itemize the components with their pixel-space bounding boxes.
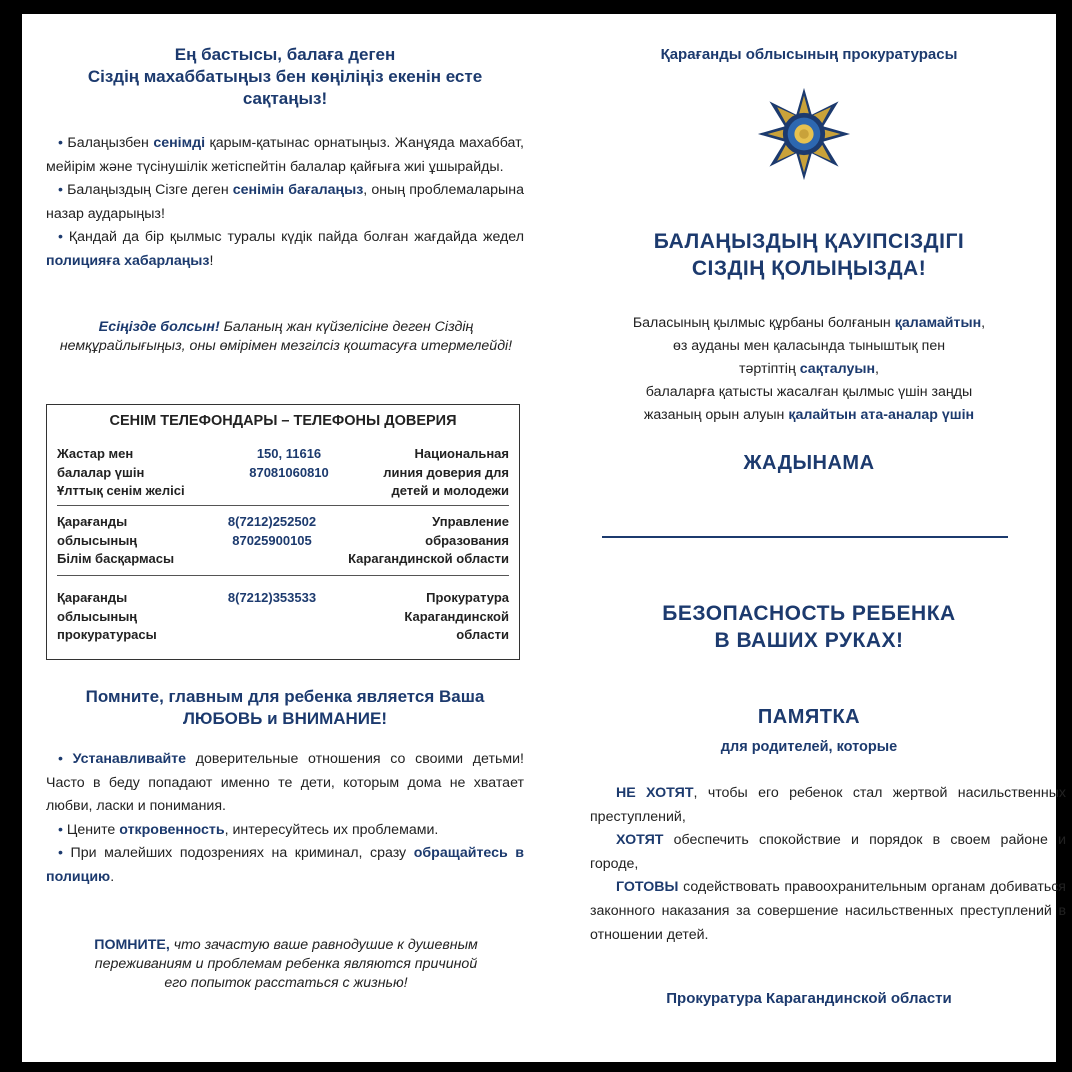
- row-divider: [57, 505, 509, 506]
- ru-bullet-2: • Цените откровенность, интересуйтесь их проблемами.: [58, 821, 439, 838]
- kz-bullet-3: • Қандай да бір қылмыс туралы күдік пайда болған жағдайда жедел полицияға хабарлаңыз!: [46, 229, 524, 269]
- section-divider: [602, 536, 1008, 538]
- leaflet-sheet: [22, 14, 1067, 1062]
- kz-intro-paragraph: Баласының қылмыс құрбаны болғанын қаламайтын, өз ауданы мен қаласында тыныштық пен тәртіптің сақталуын, балаларға қатысты жасалған қылмыс үшін заңды жазаның орын алуын қалайтын ата-аналар үшін: [632, 315, 986, 423]
- phone-number[interactable]: 8(7212)353533: [227, 590, 317, 605]
- ru-heading-line-1: Помните, главным для ребенка является Ваша: [85, 687, 485, 706]
- kz-remember-note: Есіңізде болсын! Баланың жан күйзелісіне деген Сіздің немқұрайлығыңыз, оны өмірімен мезгілсіз қоштасуға итермелейді!: [59, 319, 513, 354]
- ru-bullet-1: • Устанавливайте доверительные отношения со своими детьми! Часто в беду попадают именно те дети, которым дома не хватает любви, ласки и понимания.: [46, 751, 524, 815]
- org-top: Қарағанды облысының прокуратурасы: [660, 46, 958, 63]
- trust-phones-title: СЕНІМ ТЕЛЕФОНДАРЫ – ТЕЛЕФОНЫ ДОВЕРИЯ: [109, 413, 457, 429]
- kz-title: [570, 228, 1048, 282]
- ru-bullet-list: [46, 748, 524, 890]
- kz-heading-line-2: Сіздің махаббатыңыз бен көңіліңіз екенін есте: [87, 67, 483, 86]
- ru-memo-subtitle: для родителей, которые: [720, 739, 898, 755]
- kz-bullet-2: • Балаңыздың Сізге деген сенімін бағалаңыз, оның проблемаларына назар аударыңыз!: [46, 182, 524, 222]
- kz-memo-title: ЖАДЫНАМА: [743, 452, 875, 474]
- row-divider: [57, 575, 509, 576]
- phone-number[interactable]: 87025900105: [232, 532, 312, 548]
- kz-title-line-2: СІЗДІҢ ҚОЛЫҢЫЗДА!: [691, 257, 927, 280]
- ru-memo-item-1: НЕ ХОТЯТ, чтобы его ребенок стал жертвой насильственных преступлений,: [590, 785, 1067, 825]
- trust-phones-box: СЕНІМ ТЕЛЕФОНДАРЫ – ТЕЛЕФОНЫ ДОВЕРИЯ Жастар мен балалар үшін Ұлттық сенім желісі 150, 11616 87081060810 Национальная линия доверия для детей и молодежи Қарағанды облысының Білім басқармасы 8(7212)252502 87025900105 Управление образования Карагандинской области Қарағанды облысының прокуратурасы 8(7212)353533 Прокуратура Карагандинской области: [46, 404, 520, 660]
- ru-memo-title: ПАМЯТКА: [757, 706, 861, 728]
- ru-memo-item-2: ХОТЯТ обеспечить спокойствие и порядок в своем районе и городе,: [590, 832, 1066, 872]
- kz-heading-line-1: Ең бастысы, балаға деген: [174, 45, 396, 64]
- ru-bullet-3: • При малейших подозрениях на криминал, сразу обращайтесь в полицию.: [46, 845, 525, 885]
- ru-heading: [46, 686, 524, 730]
- kz-bullet-1: • Балаңызбен сенімді қарым-қатынас орнатыңыз. Жанұяда махаббат, мейірім және түсінушілік жетіспейтін балалар қайғыға жиі ұшырайды.: [46, 135, 524, 175]
- phone-number[interactable]: 87081060810: [249, 464, 329, 480]
- phone-number[interactable]: 150, 11616: [256, 446, 322, 461]
- ru-heading-line-2: ЛЮБОВЬ и ВНИМАНИЕ!: [183, 709, 387, 728]
- kz-heading: [46, 44, 524, 110]
- ru-memo-list: [590, 782, 1066, 947]
- org-bottom: Прокуратура Карагандинской области: [666, 990, 952, 1007]
- ru-title: [570, 600, 1048, 654]
- kz-heading-line-3: сақтаңыз!: [242, 89, 328, 108]
- phone-number[interactable]: 8(7212)252502: [227, 514, 317, 529]
- ru-title-line-2: В ВАШИХ РУКАХ!: [714, 629, 904, 652]
- kz-title-line-1: БАЛАҢЫЗДЫҢ ҚАУІПСІЗДІГІ: [653, 230, 965, 253]
- kz-bullet-list: [46, 132, 524, 274]
- ru-remember-note: ПОМНИТЕ, что зачастую ваше равнодушие к душевным переживаниям и проблемам ребенка являются причиной его попыток расстаться с жизнью!: [94, 937, 478, 991]
- ru-title-line-1: БЕЗОПАСНОСТЬ РЕБЕНКА: [662, 602, 956, 625]
- prosecutor-emblem-icon: [756, 86, 852, 182]
- ru-memo-item-3: ГОТОВЫ содействовать правоохранительным органам добиваться законного наказания за совершение насильственных преступлений в отношении детей.: [590, 879, 1066, 943]
